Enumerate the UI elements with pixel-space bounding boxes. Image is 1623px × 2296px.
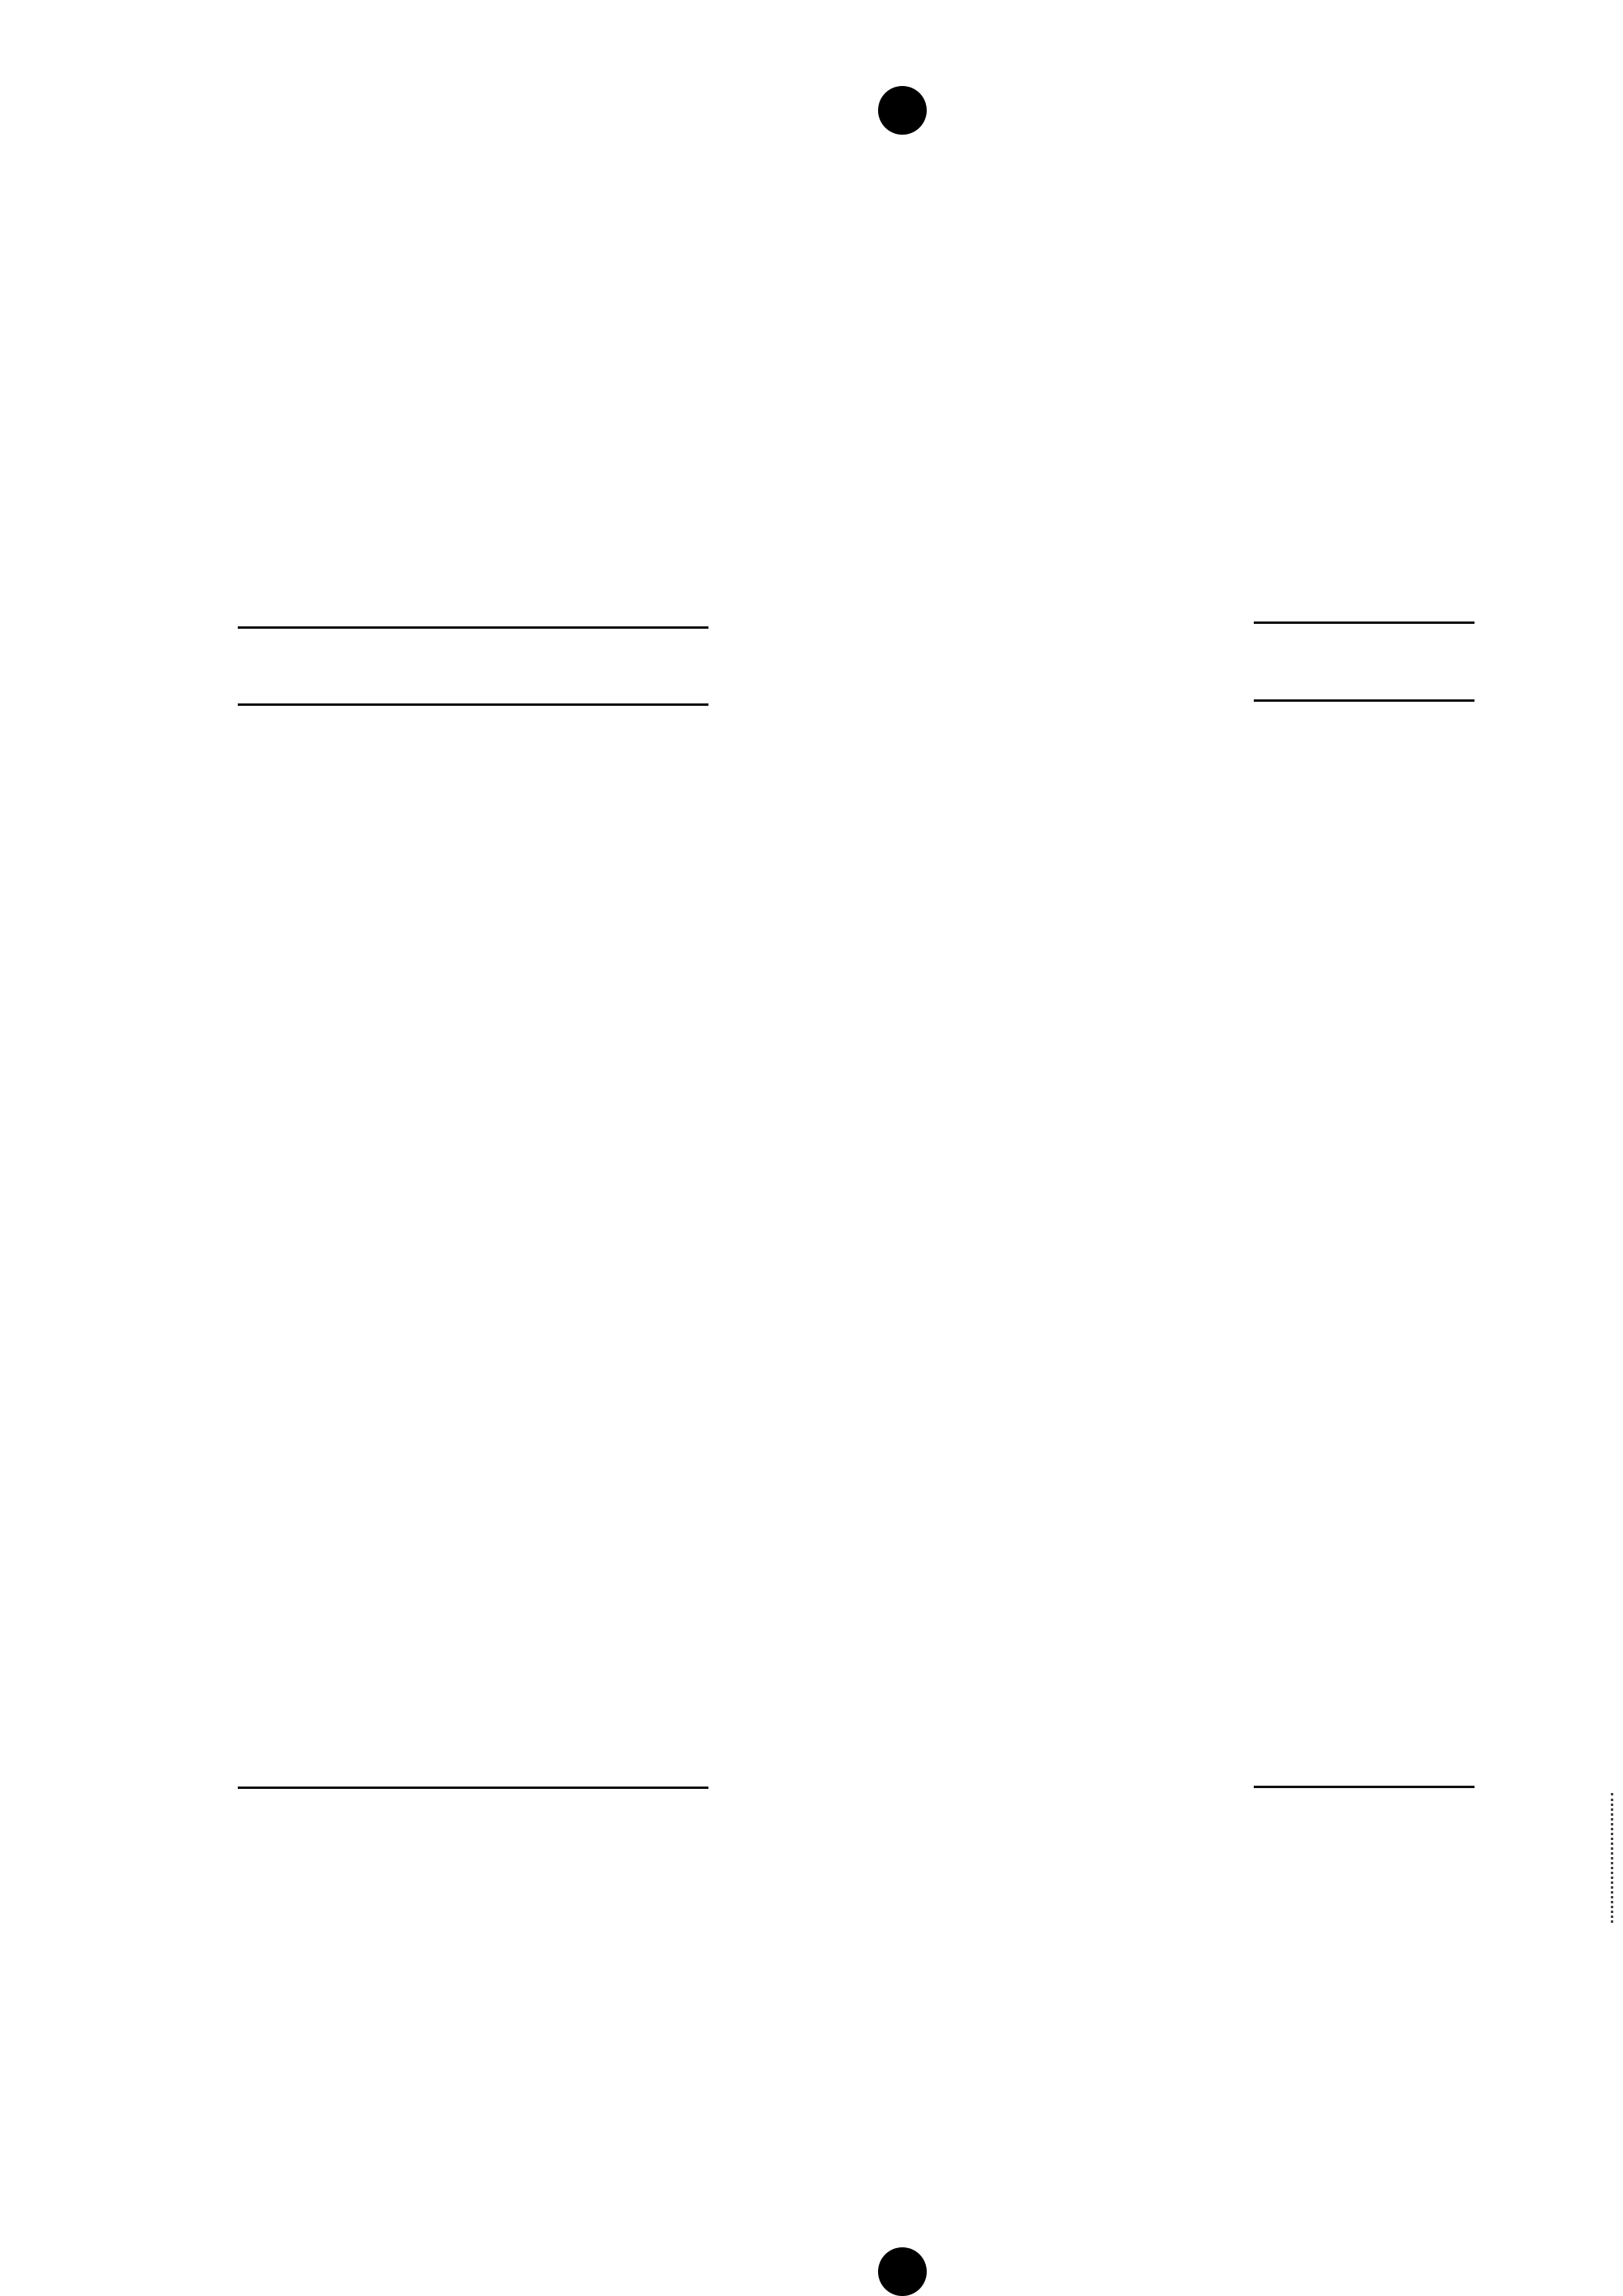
rule-rotte-left [238, 1786, 708, 1789]
punch-hole-top [878, 86, 927, 135]
punch-hole-bottom [878, 2247, 927, 2296]
scan-mark-right [1611, 1793, 1616, 1923]
rule-rotte-right [1254, 1786, 1474, 1788]
rule-wochengelder-right [1254, 699, 1474, 702]
rule-section1-right [1254, 621, 1474, 624]
rule-wochengelder-left [238, 703, 708, 706]
rule-section1-left [238, 626, 708, 629]
